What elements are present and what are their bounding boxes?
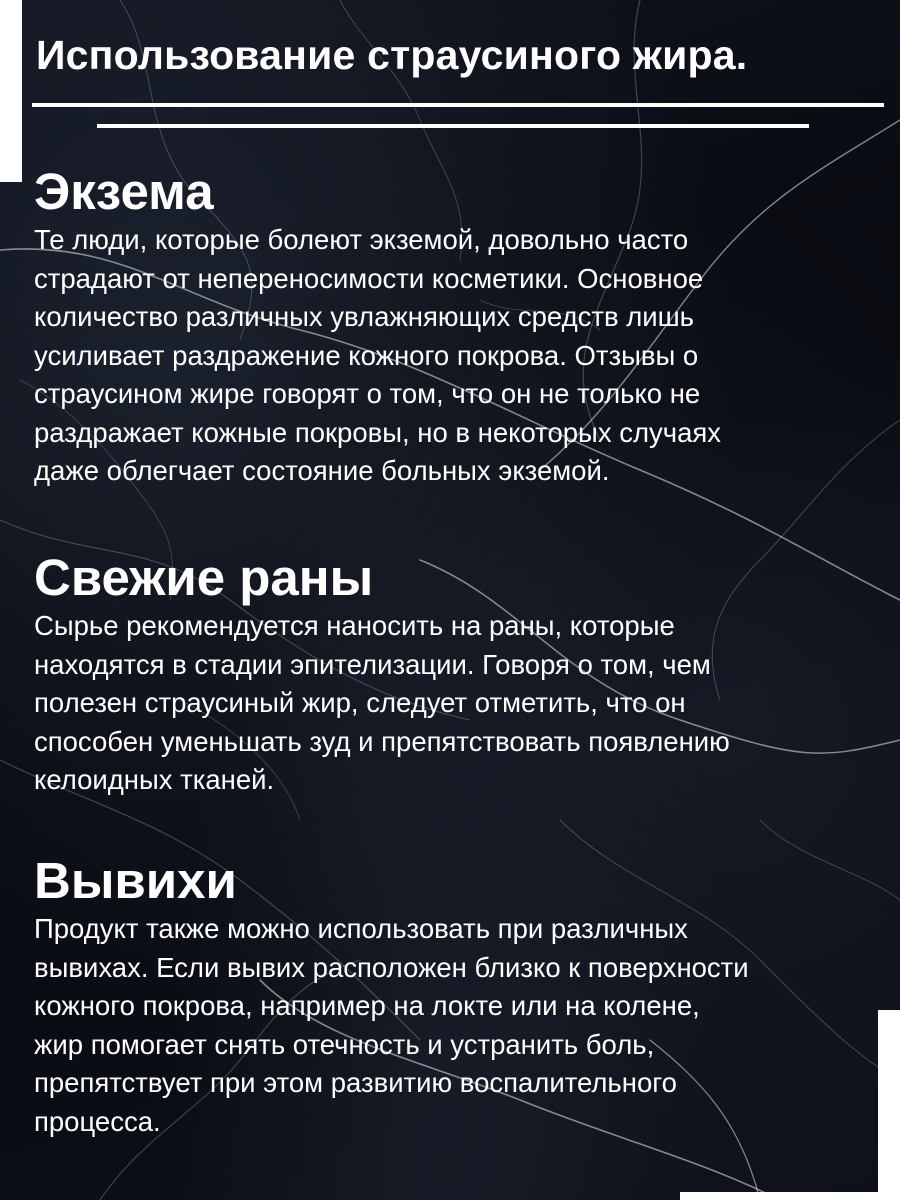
body-line: страусином жире говорят о том, что он не только не: [34, 378, 701, 409]
section-heading: Экзема: [34, 163, 214, 220]
body-line: способен уменьшать зуд и препятствовать появлению: [34, 725, 730, 757]
body-line: келоидных тканей.: [34, 764, 275, 795]
page-title: Использование страусиного жира.: [36, 32, 748, 78]
section-body: [34, 607, 884, 800]
body-line: вывихах. Если вывих расположен близко к поверхности: [34, 951, 749, 983]
section-body: [34, 221, 884, 491]
body-line: процесса.: [34, 1105, 161, 1137]
body-line: жир помогает снять отечность и устранить боль,: [34, 1028, 655, 1060]
body-line: полезен страусиный жир, следует отметить, что он: [34, 687, 686, 718]
body-line: усиливает раздражение кожного покрова. Отзывы о: [34, 339, 699, 371]
body-line: кожного покрова, например на локте или на колене,: [34, 990, 700, 1021]
section-dislocations: [34, 852, 884, 1141]
section-fresh-wounds: [34, 549, 884, 800]
title-underline-secondary: [97, 124, 809, 128]
body-line: препятствует при этом развитию воспалительного: [34, 1067, 677, 1098]
section-eczema: [34, 163, 884, 491]
body-line: Те люди, которые болеют экземой, довольно часто: [34, 224, 689, 255]
title-underline-primary: [32, 103, 884, 107]
body-line: страдают от непереносимости косметики. Основное: [34, 262, 704, 294]
body-line: раздражает кожные покровы, но в некоторых случаях: [34, 416, 722, 448]
body-line: даже облегчает состояние больных экземой.: [34, 455, 610, 486]
body-line: Сырье рекомендуется наносить на раны, которые: [34, 610, 675, 641]
section-heading: Вывихи: [34, 852, 237, 909]
body-line: Продукт также можно использовать при различных: [34, 913, 688, 944]
section-heading: Свежие раны: [34, 549, 374, 606]
body-line: количество различных увлажняющих средств лишь: [34, 301, 695, 332]
body-line: находятся в стадии эпителизации. Говоря о том, чем: [34, 648, 711, 680]
section-body: [34, 910, 884, 1141]
